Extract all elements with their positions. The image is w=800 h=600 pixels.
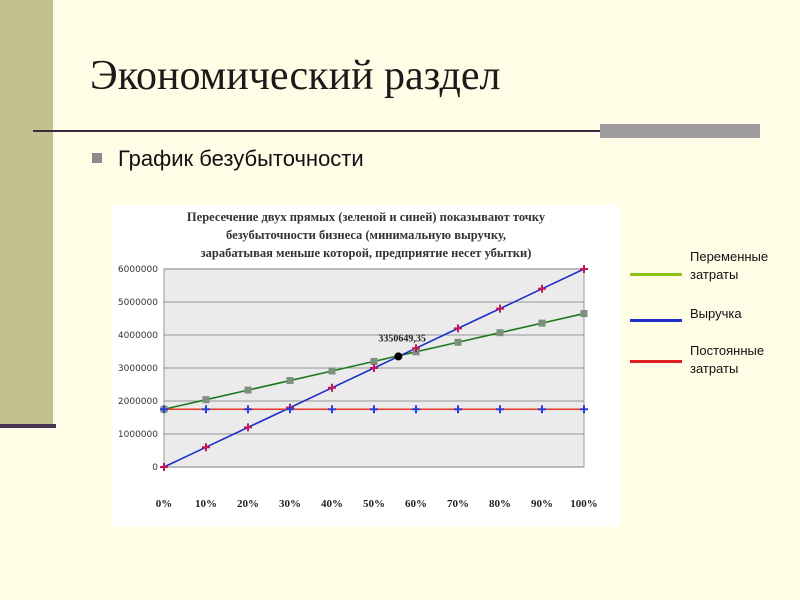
x-tick-label: 30% (279, 498, 301, 510)
chart-title-line-2: безубыточности бизнеса (минимальную выручку, (226, 228, 506, 242)
break-even-point (394, 352, 402, 360)
legend-swatch-fixed-costs (630, 360, 682, 363)
title-divider-accent (600, 124, 760, 138)
legend-swatch-variable-costs (630, 273, 682, 276)
x-tick-label: 0% (155, 498, 173, 510)
data-point (287, 377, 294, 384)
data-point (455, 339, 462, 346)
decorative-left-bar (0, 0, 53, 427)
chart-title-line-3: зарабатывая меньше которой, предприятие несет убытки) (200, 246, 532, 260)
chart-title-line-1: Пересечение двух прямых (зеленой и синей) показывают точку (186, 210, 546, 224)
y-tick-label: 0 (152, 463, 158, 473)
bullet-square-icon (92, 153, 102, 163)
x-tick-label: 60% (405, 498, 427, 510)
break-even-label: 3350649,35 (378, 333, 426, 345)
y-tick-label: 3000000 (117, 364, 158, 374)
data-point (371, 358, 378, 365)
data-point (245, 387, 252, 394)
x-tick-label: 100% (570, 498, 598, 510)
chart-panel (112, 205, 620, 527)
x-tick-label: 20% (237, 498, 259, 510)
data-point (203, 396, 210, 403)
x-tick-label: 80% (489, 498, 511, 510)
slide-subtitle: График безубыточности (118, 146, 364, 171)
decorative-left-bar-edge (0, 424, 56, 428)
y-tick-label: 6000000 (117, 265, 158, 275)
data-point (329, 367, 336, 374)
legend-label-revenue: Выручка (690, 306, 742, 321)
x-tick-label: 10% (195, 498, 217, 510)
x-tick-label: 40% (321, 498, 343, 510)
y-tick-label: 5000000 (117, 298, 158, 308)
chart-title (112, 208, 620, 262)
data-point (497, 329, 504, 336)
x-tick-label: 70% (447, 498, 469, 510)
y-tick-label: 1000000 (117, 430, 158, 440)
y-tick-label: 4000000 (117, 331, 158, 341)
data-point (581, 310, 588, 317)
slide-title: Экономический раздел (90, 53, 501, 99)
legend-label-fixed-costs: Постоянные затраты (690, 343, 765, 376)
y-tick-label: 2000000 (117, 397, 158, 407)
x-tick-label: 90% (531, 498, 553, 510)
data-point (539, 320, 546, 327)
legend-swatch-revenue (630, 319, 682, 322)
x-tick-label: 50% (363, 498, 385, 510)
legend-label-variable-costs: Переменные затраты (690, 249, 769, 282)
